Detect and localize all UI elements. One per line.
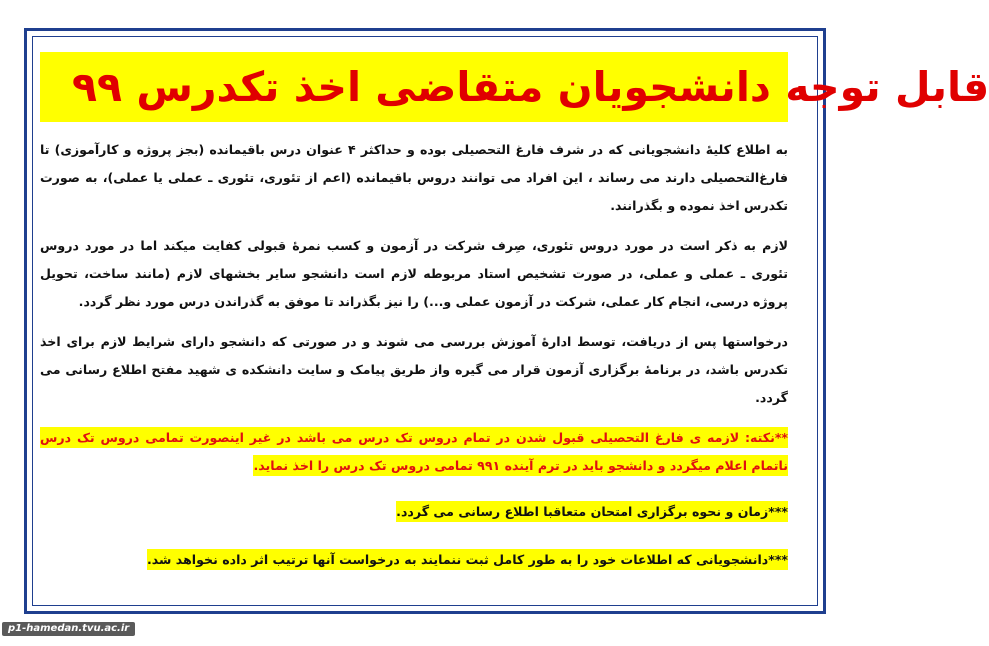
site-watermark: p1-hamedan.tvu.ac.ir	[2, 622, 135, 636]
note-exam-time-text: ***زمان و نحوه برگزاری امتحان متعاقبا اطلاع رسانی می گردد.	[396, 501, 788, 522]
note-registration-warning	[40, 546, 788, 574]
title-banner	[40, 52, 989, 122]
announcement-body	[40, 136, 788, 594]
paragraph-requirements: لازم به ذکر است در مورد دروس تئوری، صِرف شرکت در آزمون و کسب نمرهٔ قبولی کفایت میکند اما در مورد دروس تئوری ـ عملی و عملی، در صورت تشخیص استاد مربوطه لازم است دانشجو سایر بخشهای لازم (مانند ساخت، تحویل پروژه درسی، انجام کار عملی، شرکت در آزمون عملی و...) را نیز بگذراند تا موفق به گذراندن درس مورد نظر گردد.	[40, 238, 788, 309]
note-registration-text: ***دانشجویانی که اطلاعات خود را به طور کامل ثبت ننمایند به درخواست آنها ترتیب اثر داده نخواهد شد.	[147, 549, 788, 570]
note-graduation-condition	[40, 424, 788, 480]
note-exam-time	[40, 498, 788, 526]
note-graduation-text: **نکته: لازمه ی فارغ التحصیلی قبول شدن در تمام دروس تک درس می باشد در غیر اینصورت تمامی دروس تک درس ناتمام اعلام میگردد و دانشجو باید در ترم آینده ۹۹۱ تمامی دروس تک درس را اخذ نماید.	[40, 427, 788, 476]
paragraph-process: درخواستها پس از دریافت، توسط ادارهٔ آموزش بررسی می شوند و در صورتی که دانشجو دارای شرایط لازم برای اخذ تکدرس باشد، در برنامهٔ برگزاری آزمون قرار می گیره واز طریق پیامک و سایت دانشکده ی شهید مفتح اطلاع رسانی می گردد.	[40, 334, 788, 405]
page-title: قابل توجه دانشجویان متقاضی اخذ تکدرس ۹۹	[72, 62, 989, 111]
paragraph-eligibility: به اطلاع کلیهٔ دانشجویانی که در شرف فارغ التحصیلی بوده و حداکثر ۴ عنوان درس باقیمانده (بجز پروژه و کارآموزی) تا فارغ‌التحصیلی دارند می رساند ، این افراد می توانند دروس باقیمانده (اعم از تئوری، تئوری ـ عملی یا عملی)، به صورت تکدرس اخذ نموده و بگذرانند.	[40, 142, 788, 213]
